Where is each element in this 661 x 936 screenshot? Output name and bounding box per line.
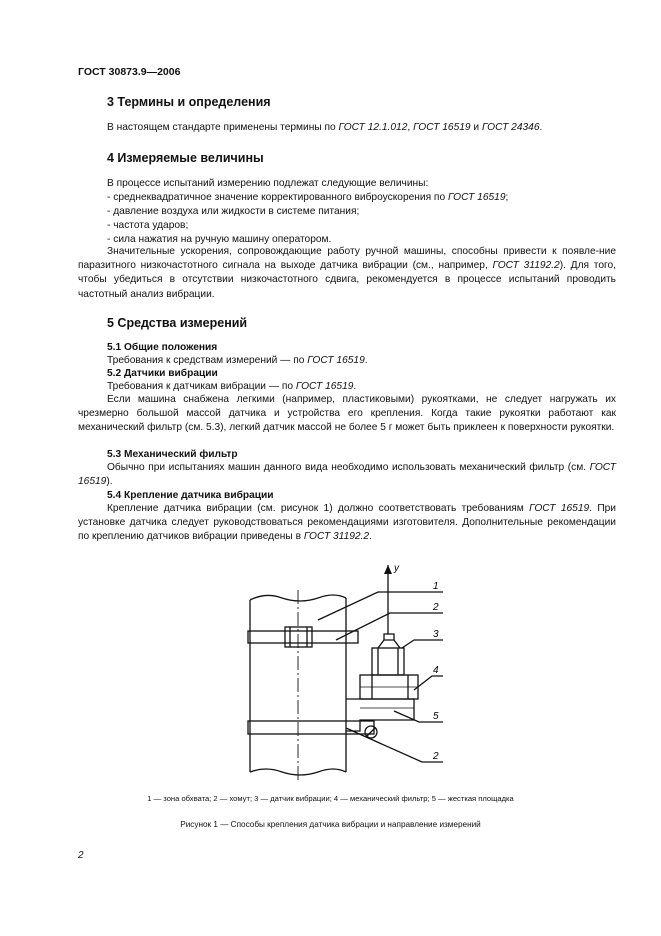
figure-legend: 1 — зона обхвата; 2 — хомут; 3 — датчик вибрации; 4 — механический фильтр; 5 — жесткая площадка [147, 794, 514, 803]
callout-line [346, 728, 443, 762]
callout-label: 4 [433, 665, 439, 676]
axis-label: y [394, 563, 399, 574]
section-5-title: 5 Средства измерений [107, 316, 248, 330]
subsection-5-1-title: 5.1 Общие положения [107, 342, 218, 353]
upper-clamp-bolt [285, 627, 312, 647]
callout-line [402, 640, 443, 648]
callout-label: 2 [433, 602, 439, 613]
list-item: - среднеквадратичное значение корректированного виброускорения по ГОСТ 16519; [107, 192, 509, 203]
callout-label: 3 [433, 629, 439, 640]
subsection-5-2-text: Требования к датчикам вибрации — по ГОСТ 16519. [107, 381, 357, 392]
vibration-sensor [372, 648, 404, 675]
subsection-5-4-title: 5.4 Крепление датчика вибрации [107, 490, 274, 501]
page-number: 2 [78, 850, 84, 861]
subsection-5-2-paragraph: Если машина снабжена легкими (например, пластиковыми) рукоятками, не следует нагружать их чрезмерно большой массой датчика и устройства его крепления. Когда такие рукоятки работают как механический фильтр (см. 5.3), легкий датчик массой не более 5 г может быть приклеен к поверхности рукоятки. [78, 394, 616, 434]
callout-line [318, 592, 443, 620]
subsection-5-3-text: Обычно при испытаниях машин данного вида необходимо использовать механический фильтр (см. ГОСТ 16519). [78, 462, 616, 488]
figure-caption: Рисунок 1 — Способы крепления датчика вибрации и направление измерений [180, 820, 481, 829]
callout-label: 1 [433, 581, 439, 592]
callout-label: 5 [433, 711, 439, 722]
section-3-text: В настоящем стандарте применены термины по ГОСТ 12.1.012, ГОСТ 16519 и ГОСТ 24346. [107, 122, 543, 133]
section-4-title: 4 Измеряемые величины [107, 151, 264, 165]
subsection-5-3-title: 5.3 Механический фильтр [107, 449, 238, 460]
section-3-title: 3 Термины и определения [107, 95, 271, 109]
subsection-5-1-text: Требования к средствам измерений — по ГОСТ 16519. [107, 355, 368, 366]
callout-label: 2 [433, 751, 439, 762]
subsection-5-2-title: 5.2 Датчики вибрации [107, 368, 218, 379]
list-item: - давление воздуха или жидкости в системе питания; [107, 206, 360, 217]
callout-line [336, 613, 443, 640]
section-4-intro: В процессе испытаний измерению подлежат следующие величины: [107, 178, 429, 189]
list-item: - сила нажатия на ручную машину оператором. [107, 234, 332, 245]
figure-sensor-mounting [0, 555, 661, 790]
section-4-paragraph: Значительные ускорения, сопровождающие работу ручной машины, способны привести к появле-ние паразитного низкочастотного сигнала на выходе датчика вибрации (см., например, ГОСТ 31192.2). Для того, чтобы убедиться в отсутствии низкочастотного сдвига, рекомендуется в процессе испытаний проводить частотный анализ вибрации. [78, 246, 616, 300]
subsection-5-4-text: Крепление датчика вибрации (см. рисунок 1) должно соответствовать требованиям ГОСТ 16519. При установке датчика следует руководствоваться рекомендациями изготовителя. Дополнительные рекомендации по креплению датчиков вибрации приведены в ГОСТ 31192.2. [78, 503, 616, 543]
document-header: ГОСТ 30873.9—2006 [78, 66, 181, 78]
list-item: - частота ударов; [107, 220, 189, 231]
